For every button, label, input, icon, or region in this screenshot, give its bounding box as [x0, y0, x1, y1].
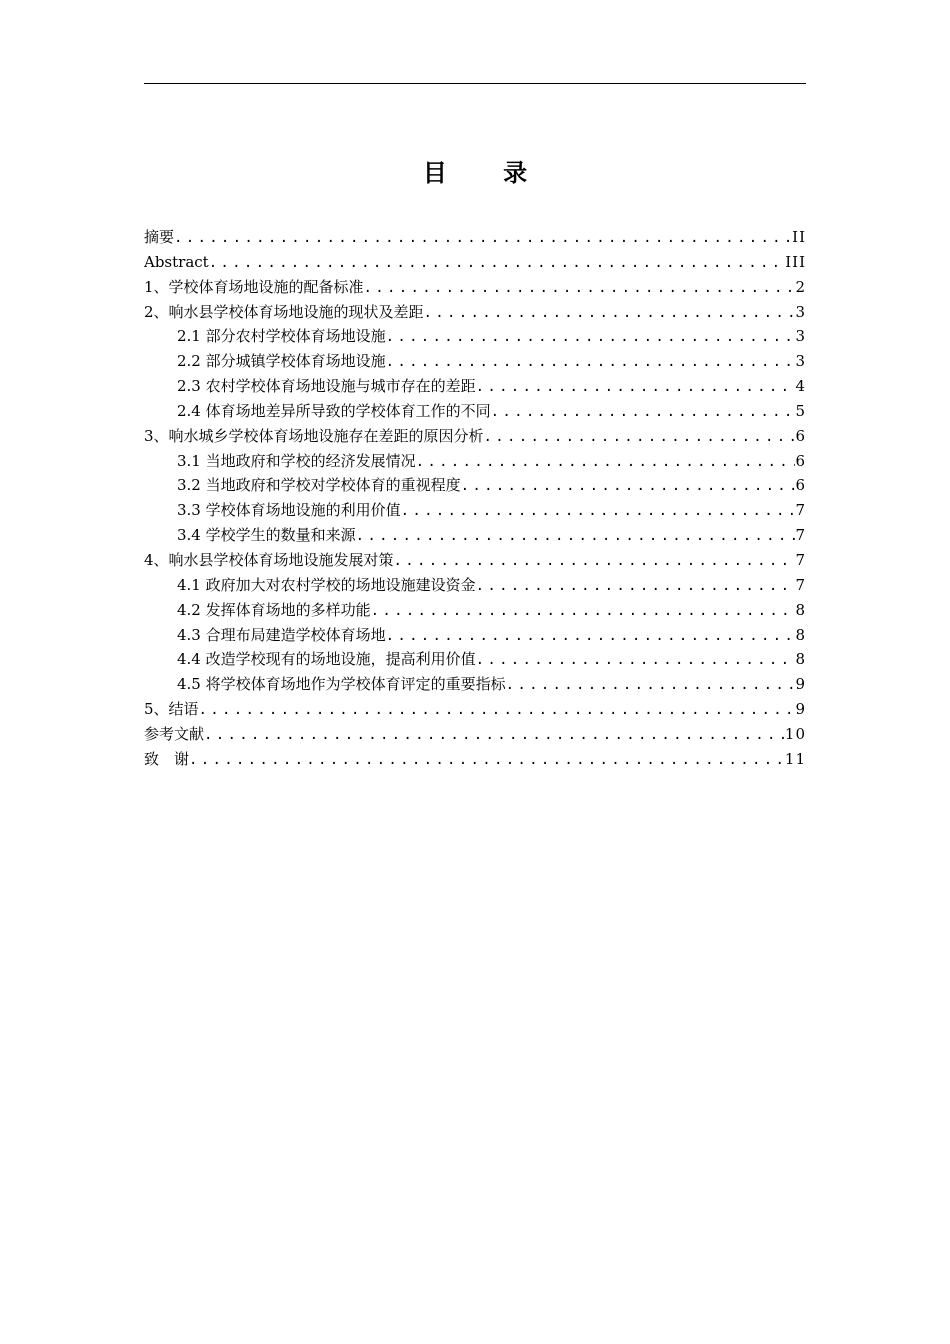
toc-dot-leader	[386, 350, 796, 374]
toc-entry-title: 参考文献	[144, 724, 205, 743]
toc-entry[interactable]	[144, 747, 806, 772]
toc-entry[interactable]	[144, 573, 806, 598]
toc-dot-leader	[199, 698, 796, 722]
toc-entry-page-number: 4	[795, 377, 806, 396]
toc-entry[interactable]	[144, 399, 806, 424]
toc-entry-title: 3.4 学校学生的数量和来源	[177, 526, 356, 545]
toc-entry-page-number: III	[785, 252, 806, 271]
toc-dot-leader	[386, 624, 796, 648]
toc-dot-leader	[386, 325, 796, 349]
toc-entry-page-number: 6	[795, 476, 806, 495]
toc-dot-leader	[506, 673, 796, 697]
toc-entry[interactable]	[144, 598, 806, 623]
toc-entry-title: 摘要	[144, 228, 175, 246]
toc-entry-page-number: 7	[795, 550, 806, 569]
toc-entry-page-number: II	[792, 228, 806, 246]
toc-entry-page-number: 9	[795, 675, 806, 694]
toc-entry[interactable]	[144, 300, 806, 325]
header-rule	[144, 83, 806, 84]
toc-entry-title: Abstract	[144, 252, 209, 271]
toc-entry[interactable]	[144, 647, 806, 672]
toc-dot-leader	[371, 599, 796, 623]
toc-entry-page-number: 8	[795, 625, 806, 644]
toc-entry-title: 4.1 政府加大对农村学校的场地设施建设资金	[177, 575, 476, 594]
toc-dot-leader	[356, 524, 796, 548]
toc-entry[interactable]	[144, 672, 806, 697]
toc-entry-page-number: 7	[795, 501, 806, 520]
toc-entry-page-number: 5	[795, 401, 806, 420]
toc-entry[interactable]	[144, 324, 806, 349]
toc-entry-title: 4.3 合理布局建造学校体育场地	[177, 625, 386, 644]
toc-dot-leader	[189, 748, 785, 772]
toc-entry-page-number: 6	[795, 451, 806, 470]
toc-entry-title: 致 谢	[144, 749, 190, 768]
toc-entry-title: 2.2 部分城镇学校体育场地设施	[177, 352, 386, 371]
toc-entry-title: 2.4 体育场地差异所导致的学校体育工作的不同	[177, 401, 491, 420]
toc-dot-leader	[364, 276, 796, 300]
toc-entry-title: 2.1 部分农村学校体育场地设施	[177, 327, 386, 346]
toc-entry-title: 4、响水县学校体育场地设施发展对策	[144, 550, 394, 569]
toc-entry-title: 2.3 农村学校体育场地设施与城市存在的差距	[177, 377, 476, 396]
table-of-contents	[144, 225, 806, 772]
toc-dot-leader	[461, 474, 796, 498]
toc-entry[interactable]	[144, 374, 806, 399]
toc-dot-leader	[476, 648, 796, 672]
toc-entry[interactable]	[144, 722, 806, 747]
toc-entry-page-number: 6	[795, 426, 806, 445]
toc-entry-title: 3.1 当地政府和学校的经济发展情况	[177, 451, 416, 470]
toc-entry[interactable]	[144, 697, 806, 722]
toc-entry[interactable]	[144, 498, 806, 523]
toc-dot-leader	[204, 723, 785, 747]
toc-entry-page-number: 11	[784, 749, 806, 768]
toc-dot-leader	[484, 425, 796, 449]
toc-entry[interactable]	[144, 225, 806, 250]
toc-entry-page-number: 9	[795, 700, 806, 719]
toc-entry[interactable]	[144, 523, 806, 548]
toc-entry-title: 4.5 将学校体育场地作为学校体育评定的重要指标	[177, 675, 506, 694]
toc-entry-title: 5、结语	[144, 700, 199, 719]
toc-entry[interactable]	[144, 473, 806, 498]
toc-dot-leader	[416, 450, 796, 474]
toc-dot-leader	[174, 226, 792, 250]
toc-entry-title: 4.2 发挥体育场地的多样功能	[177, 600, 371, 619]
toc-entry-page-number: 7	[795, 526, 806, 545]
toc-dot-leader	[401, 499, 796, 523]
toc-entry-page-number: 3	[795, 352, 806, 371]
toc-entry[interactable]	[144, 623, 806, 648]
toc-entry-title: 3.2 当地政府和学校对学校体育的重视程度	[177, 476, 461, 495]
toc-entry-title: 4.4 改造学校现有的场地设施，提高利用价值	[177, 650, 476, 669]
toc-entry-page-number: 3	[795, 327, 806, 346]
toc-entry-title: 1、学校体育场地设施的配备标准	[144, 277, 364, 296]
toc-entry[interactable]	[144, 424, 806, 449]
toc-dot-leader	[476, 574, 796, 598]
toc-dot-leader	[209, 251, 786, 275]
toc-entry-title: 3、响水城乡学校体育场地设施存在差距的原因分析	[144, 426, 484, 445]
toc-entry[interactable]	[144, 250, 806, 275]
toc-entry-title: 2、响水县学校体育场地设施的现状及差距	[144, 302, 424, 321]
toc-entry-page-number: 7	[795, 575, 806, 594]
toc-dot-leader	[476, 375, 796, 399]
toc-dot-leader	[424, 301, 796, 325]
toc-entry-title: 3.3 学校体育场地设施的利用价值	[177, 501, 401, 520]
toc-dot-leader	[491, 400, 796, 424]
toc-entry-page-number: 8	[795, 650, 806, 669]
toc-title: 目 录	[422, 159, 552, 187]
toc-entry-page-number: 3	[795, 302, 806, 321]
toc-entry[interactable]	[144, 548, 806, 573]
toc-entry[interactable]	[144, 449, 806, 474]
toc-entry-page-number: 10	[784, 724, 806, 743]
toc-entry[interactable]	[144, 349, 806, 374]
toc-entry[interactable]	[144, 275, 806, 300]
toc-entry-page-number: 2	[795, 277, 806, 296]
toc-dot-leader	[394, 549, 796, 573]
toc-entry-page-number: 8	[795, 600, 806, 619]
